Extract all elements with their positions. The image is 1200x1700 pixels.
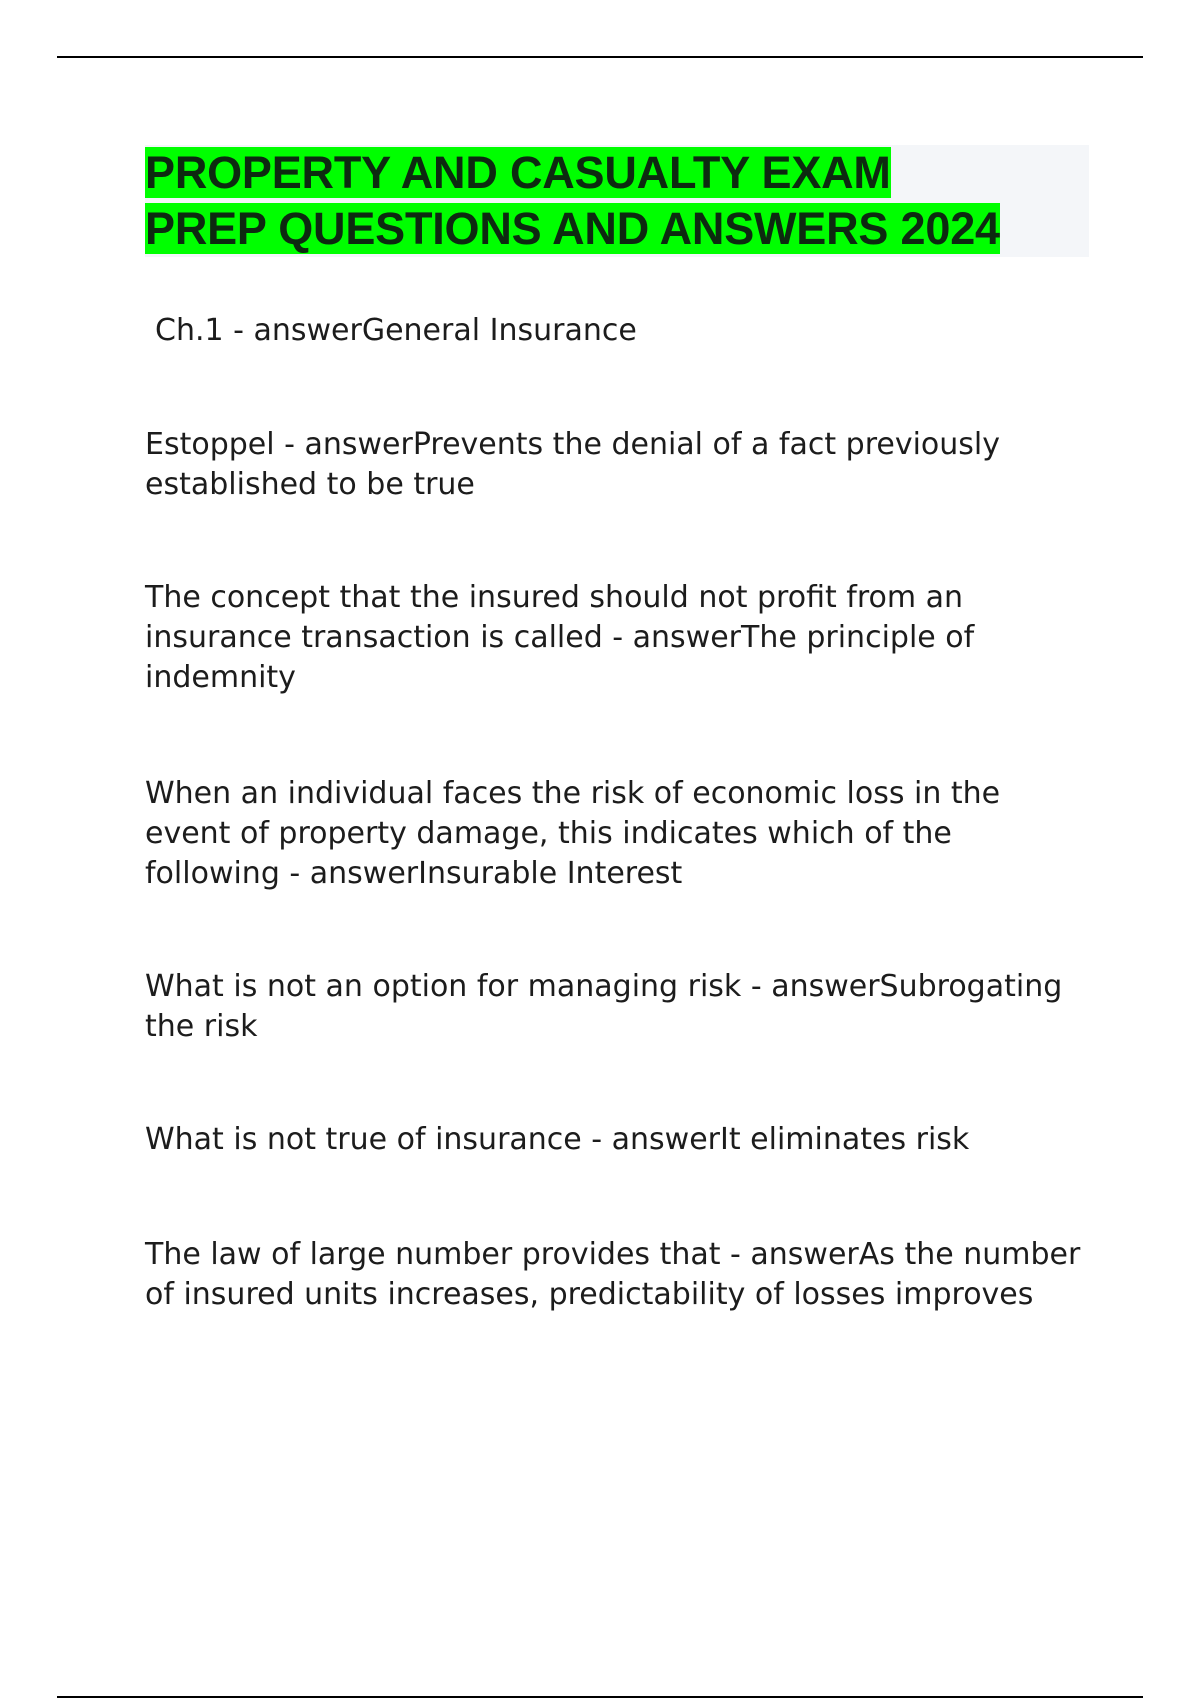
qa-item-indemnity: The concept that the insured should not profit from an insurance transaction is called - answerThe principle of indemnity [145,580,975,695]
qa-item-managing-risk: What is not an option for managing risk - answerSubrogating the risk [145,969,1063,1044]
qa-item-insurance-truth: What is not true of insurance - answerIt eliminates risk [145,1122,970,1157]
qa-item-insurable-interest: When an individual faces the risk of economic loss in the event of property damage, this indicates which of the following - answerInsurable Interest [145,776,1001,891]
bottom-rule [57,1696,1143,1698]
document-title [145,145,1089,257]
title-line-2: PREP QUESTIONS AND ANSWERS 2024 [145,203,1000,254]
title-block [145,145,1089,257]
qa-item-chapter: Ch.1 - answerGeneral Insurance [155,313,637,348]
title-line-1: PROPERTY AND CASUALTY EXAM [145,147,891,198]
qa-item-large-numbers: The law of large number provides that - answerAs the number of insured units increases, predictability of losses improves [145,1237,1081,1312]
top-rule [57,56,1143,58]
qa-item-estoppel: Estoppel - answerPrevents the denial of a fact previously established to be true [145,427,1001,502]
